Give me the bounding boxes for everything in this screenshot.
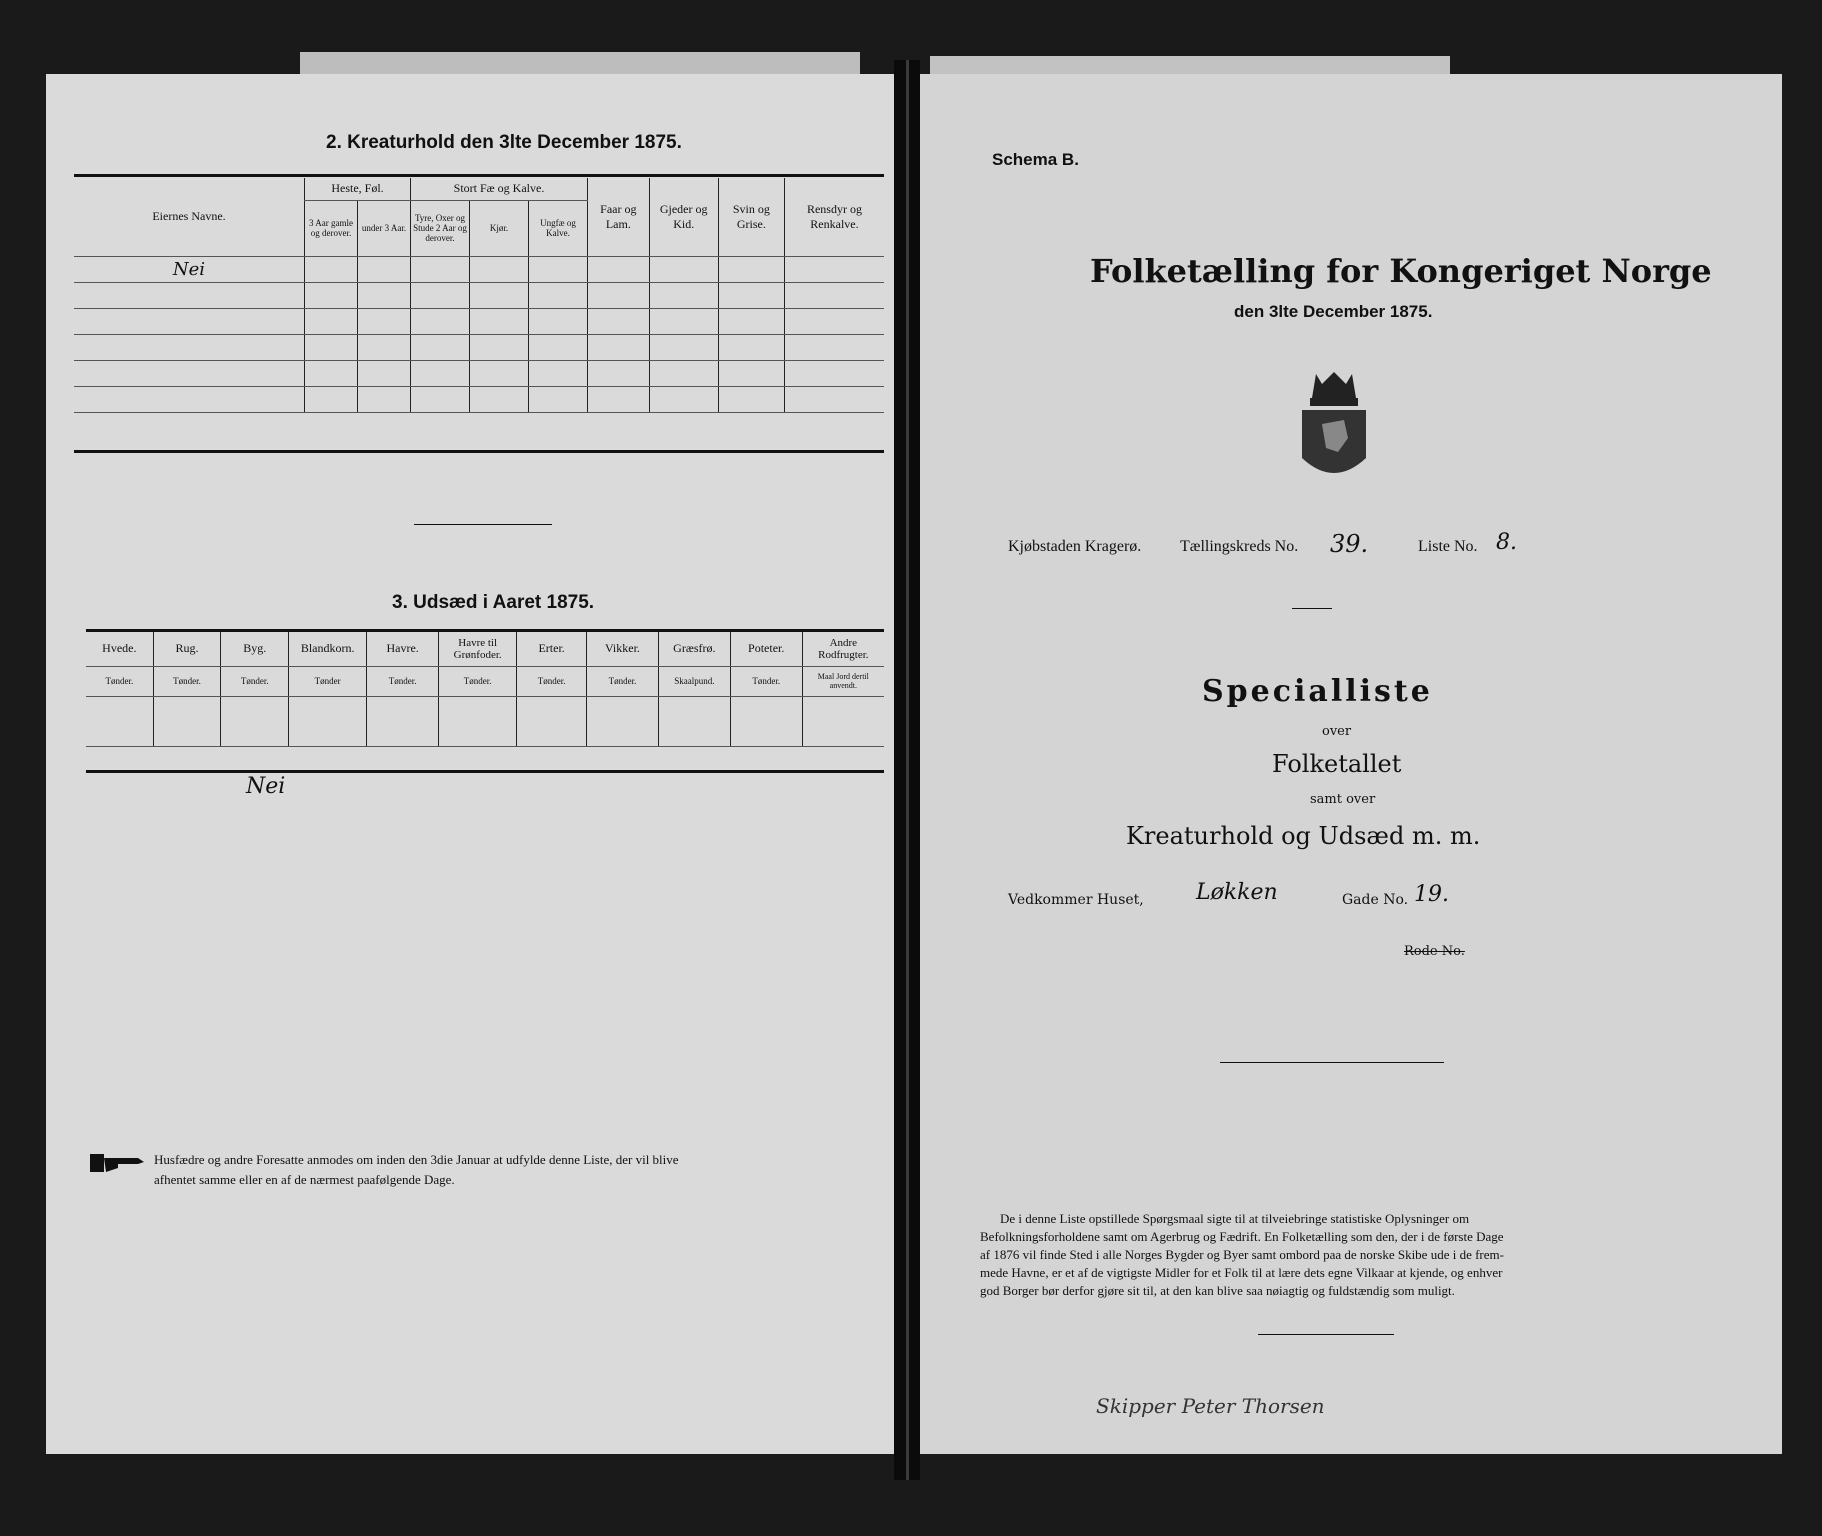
- reindeer-header: Rensdyr og Renkalve.: [784, 178, 884, 256]
- list-label: Liste No.: [1418, 538, 1478, 555]
- livestock-entry: Nei: [172, 258, 206, 280]
- seed-header-rye: Rug.: [153, 632, 221, 666]
- seed-unit: Tønder.: [439, 666, 517, 696]
- seed-header-potatoes: Poteter.: [730, 632, 802, 666]
- district-label: Tællingskreds No.: [1180, 538, 1299, 555]
- section3-title: 3. Udsæd i Aaret 1875.: [392, 592, 595, 613]
- rode-label: Rode No.: [1404, 944, 1465, 959]
- seed-header-wheat: Hvede.: [86, 632, 153, 666]
- cattle-young-header: Ungfæ og Kalve.: [529, 200, 588, 256]
- notice-line2: afhentet samme eller en af de nærmest paafølgende Dage.: [154, 1172, 455, 1187]
- cattle-bulls-header: Tyre, Oxer og Stude 2 Aar og derover.: [411, 200, 470, 256]
- seed-unit: Tønder: [289, 666, 367, 696]
- samt-text: samt over: [1310, 792, 1376, 807]
- schema-label: Schema B.: [992, 150, 1079, 169]
- house-label: Vedkommer Huset,: [1008, 892, 1144, 908]
- town-label: Kjøbstaden Kragerø.: [1008, 538, 1142, 555]
- horses-young-header: under 3 Aar.: [358, 200, 411, 256]
- seed-unit: Tønder.: [517, 666, 587, 696]
- seed-header-green-oats: Havre til Grønfoder.: [439, 632, 517, 666]
- seed-table: [86, 632, 884, 747]
- goats-header: Gjeder og Kid.: [649, 178, 718, 256]
- seed-header-oats: Havre.: [367, 632, 439, 666]
- house-name: Løkken: [1196, 880, 1278, 905]
- notice-line1: Husfædre og andre Foresatte anmodes om inden den 3die Januar at udfylde denne Liste, der vil blive: [154, 1152, 679, 1167]
- explanation-paragraph: De i denne Liste opstillede Spørgsmaal sigte til at tilveiebringe statistiske Oplysninger om Befolkningsforholdene samt om Agerbrug og Fædrift. En Folketælling som den, der i de første Dage af 1876 vil finde Sted i alle Norges Bygder og Byer samt ombord paa de norske Skibe ude i de frem- mede Havne, er et af de vigtigste Midler for et Folk til at lære dets egne Vilkaar at kjende, og enhver god Borger bør derfor gjøre sit til, at den kan blive saa nøiagtig og fuldstændig som muligt.: [980, 1211, 1504, 1298]
- district-number: 39.: [1330, 530, 1369, 558]
- census-date: den 3lte December 1875.: [1234, 302, 1433, 321]
- seed-header-peas: Erter.: [517, 632, 587, 666]
- special-title: Specialliste: [1202, 674, 1433, 709]
- seed-unit: Tønder.: [86, 666, 153, 696]
- pigs-header: Svin og Grise.: [718, 178, 784, 256]
- seed-header-vetch: Vikker.: [587, 632, 659, 666]
- folketallet-text: Folketallet: [1272, 750, 1402, 778]
- list-number: 8.: [1496, 530, 1517, 555]
- seed-unit: Tønder.: [730, 666, 802, 696]
- seed-unit: Skaalpund.: [658, 666, 730, 696]
- livestock-table: [74, 178, 884, 413]
- over-text: over: [1322, 724, 1352, 739]
- cattle-cows-header: Kjør.: [470, 200, 529, 256]
- sheep-header: Faar og Lam.: [588, 178, 650, 256]
- street-number: 19.: [1414, 882, 1449, 907]
- seed-unit: Maal Jord dertil anvendt.: [802, 666, 884, 696]
- seed-entry: Nei: [246, 774, 286, 799]
- kreatur-text: Kreaturhold og Udsæd m. m.: [1126, 822, 1481, 850]
- seed-header-barley: Byg.: [221, 632, 289, 666]
- section2-title: 2. Kreaturhold den 3lte December 1875.: [326, 132, 682, 153]
- right-page: [920, 74, 1782, 1454]
- main-title: Folketælling for Kongeriget Norge: [1090, 252, 1712, 290]
- seed-unit: Tønder.: [221, 666, 289, 696]
- cattle-header: Stort Fæ og Kalve.: [411, 178, 588, 200]
- seed-header-mixed: Blandkorn.: [289, 632, 367, 666]
- coat-of-arms-icon: [1286, 368, 1382, 490]
- seed-unit: Tønder.: [367, 666, 439, 696]
- horses-old-header: 3 Aar gamle og derover.: [305, 200, 358, 256]
- seed-unit: Tønder.: [153, 666, 221, 696]
- horses-header: Heste, Føl.: [305, 178, 411, 200]
- seed-header-roots: Andre Rodfrugter.: [802, 632, 884, 666]
- owner-header: Eiernes Navne.: [74, 178, 305, 256]
- seed-header-grass: Græsfrø.: [658, 632, 730, 666]
- signature: Skipper Peter Thorsen: [1096, 1394, 1325, 1418]
- left-page: [46, 74, 894, 1454]
- seed-unit: Tønder.: [587, 666, 659, 696]
- pointing-hand-icon: [88, 1150, 148, 1176]
- street-label: Gade No.: [1342, 892, 1409, 908]
